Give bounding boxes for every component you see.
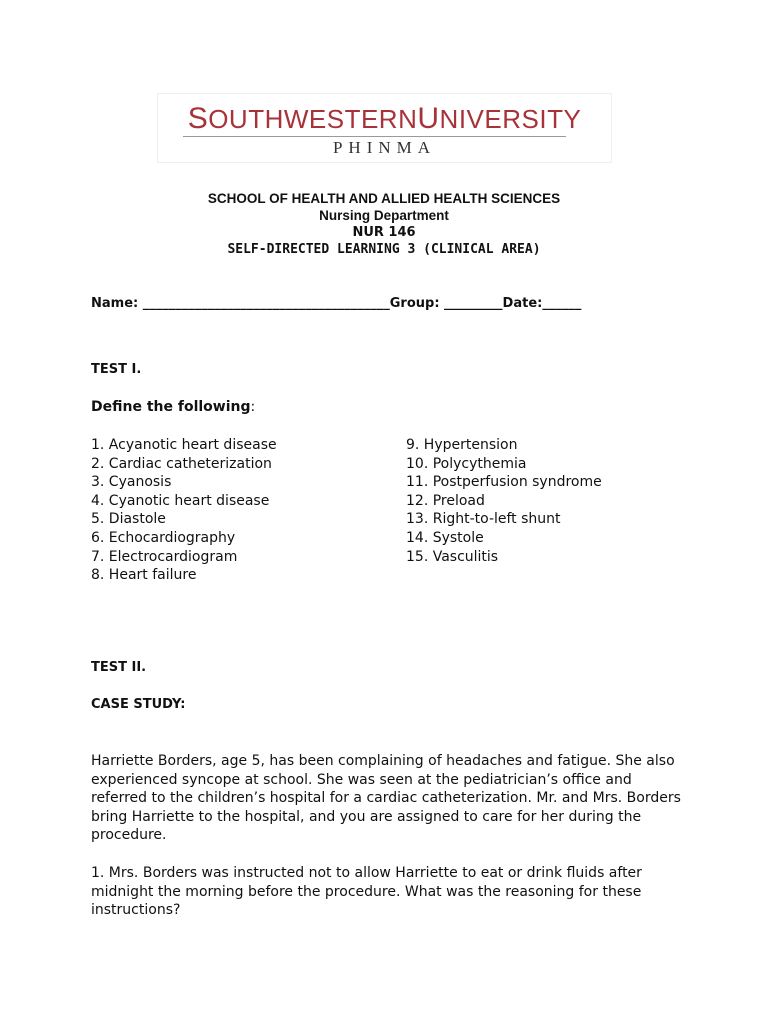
course-code: NUR 146 [352, 225, 416, 240]
question-1: 1. Mrs. Borders was instructed not to allow Harriette to eat or drink fluids after midnight the morning before the procedure. What was the reasoning for these instructions? [91, 865, 642, 919]
list-item: 2. Cardiac catheterization [91, 455, 272, 472]
list-item: 14. Systole [406, 529, 484, 546]
school-title: SCHOOL OF HEALTH AND ALLIED HEALTH SCIENCES [207, 191, 561, 206]
logo-sub-text: PHINMA [332, 138, 437, 157]
list-item: 1. Acyanotic heart disease [91, 437, 277, 453]
logo-initial-u: U [417, 102, 440, 135]
university-logo [157, 93, 612, 163]
logo-part-outhwestern: OUTHWESTERN [208, 104, 418, 134]
list-item: 9. Hypertension [406, 437, 518, 453]
logo-divider [183, 136, 566, 137]
list-item: 5. Diastole [91, 511, 166, 528]
test1-instruction-text: Define the following [91, 399, 251, 415]
activity-title: SELF-DIRECTED LEARNING 3 (CLINICAL AREA) [227, 242, 541, 257]
list-item: 4. Cyanotic heart disease [91, 492, 270, 509]
list-item: 15. Vasculitis [406, 548, 499, 565]
test1-instruction [91, 399, 255, 415]
list-item: 7. Electrocardiogram [91, 548, 238, 565]
list-item: 3. Cyanosis [91, 474, 172, 491]
test1-title: TEST I. [91, 362, 142, 377]
list-item: 8. Heart failure [91, 567, 197, 584]
department-title: Nursing Department [319, 208, 449, 223]
list-item: 13. Right-to-left shunt [406, 511, 561, 528]
logo-part-niversity: NIVERSITY [439, 104, 582, 134]
case-study-label: CASE STUDY: [91, 697, 186, 712]
list-item: 12. Preload [406, 492, 485, 509]
list-item: 6. Echocardiography [91, 529, 236, 546]
case-scenario: Harriette Borders, age 5, has been complaining of headaches and fatigue. She also experienced syncope at school. She was seen at the pediatrician’s office and referred to the children’s hospital for a cardiac catheterization. Mr. and Mrs. Borders bring Harriette to the hospital, and you are assigned to care for her during the procedure. [91, 753, 681, 844]
test1-instruction-colon: : [250, 399, 256, 415]
logo-initial-s: S [187, 102, 209, 135]
list-item: 10. Polycythemia [406, 455, 527, 472]
terms-left-column [91, 436, 277, 585]
student-info-line: Name: ______________________________________Group: _________Date:______ [91, 296, 582, 311]
test2-title: TEST II. [91, 660, 147, 675]
logo-brand-text [158, 102, 611, 136]
list-item: 11. Postperfusion syndrome [406, 474, 602, 491]
terms-right-column [406, 436, 602, 566]
